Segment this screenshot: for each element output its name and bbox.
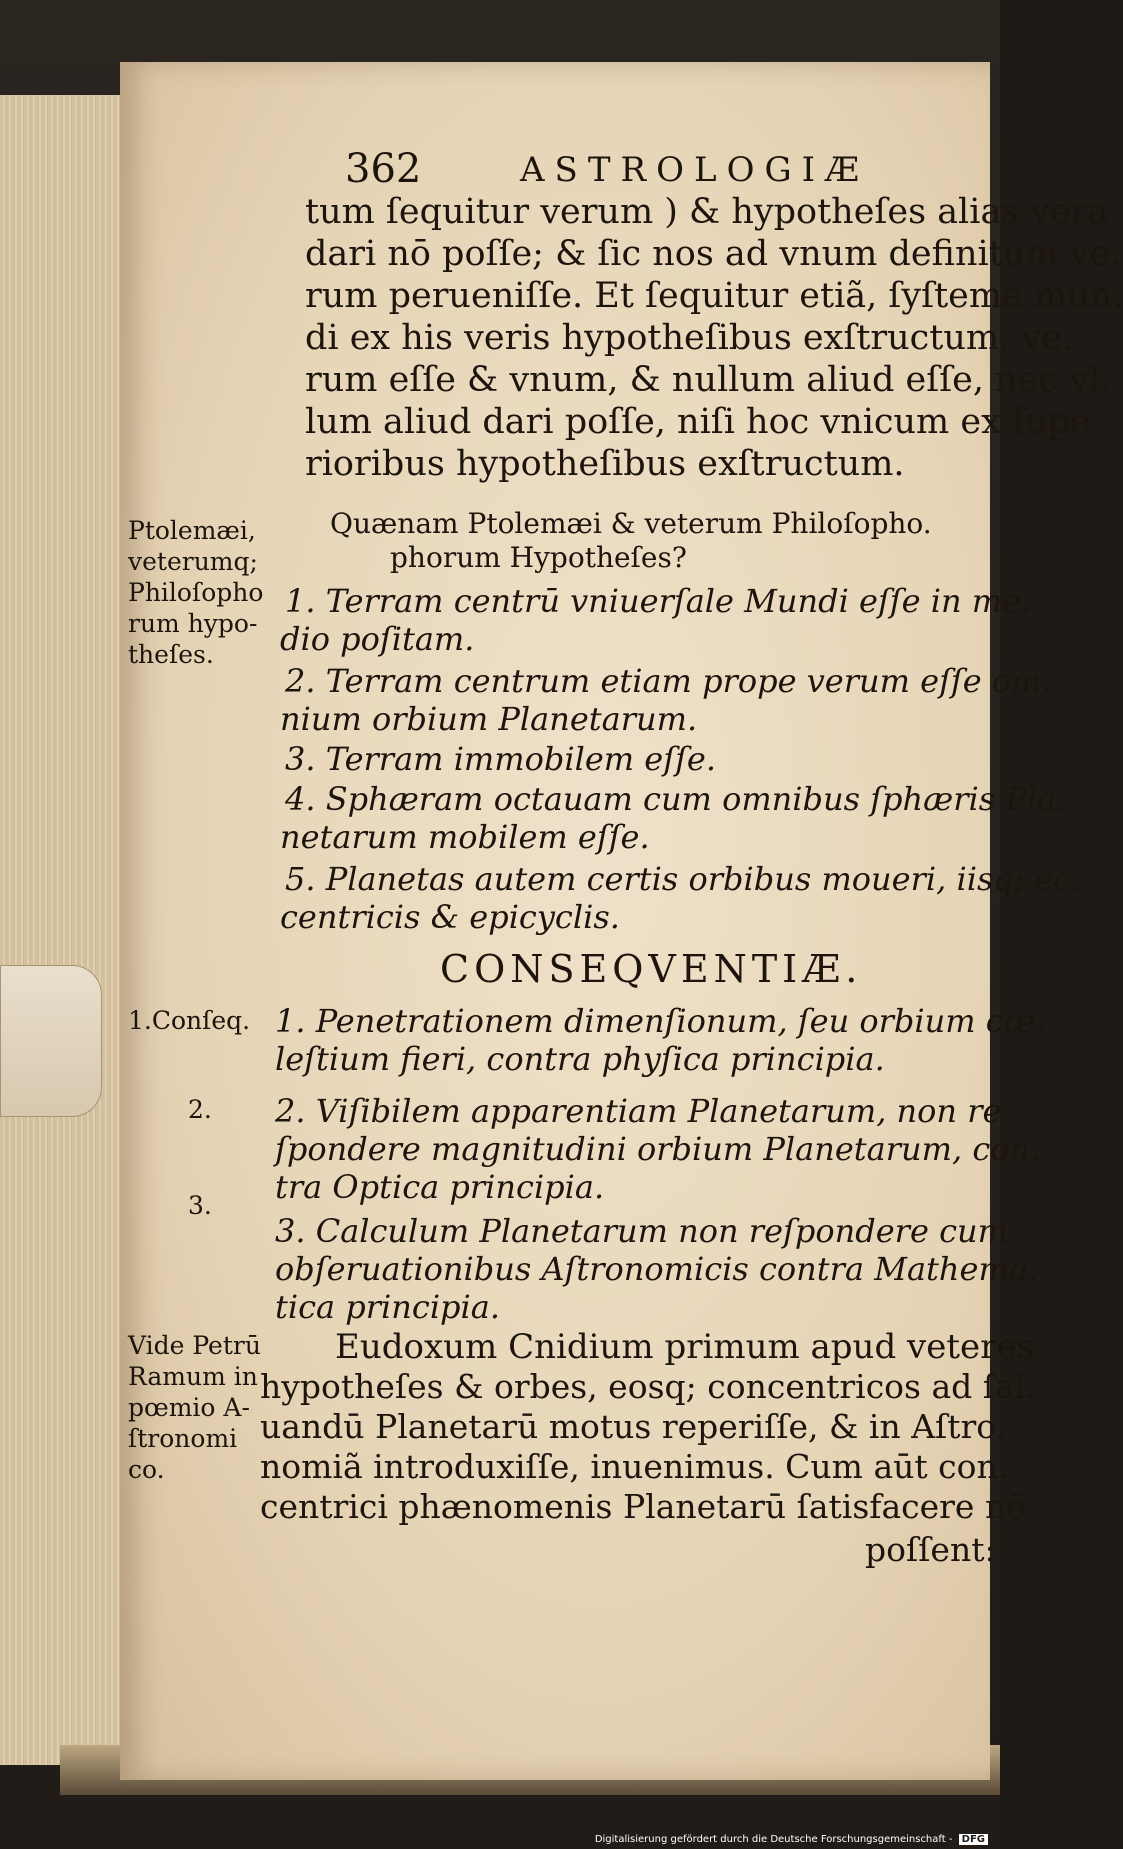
margin-note-conseq-3: 3. — [188, 1191, 212, 1220]
consequentia-line-2: leſtium fieri, contra phyſica principia. — [275, 1040, 885, 1078]
consequentia-line-7: obſeruationibus Aſtronomicis contra Mathema. — [275, 1250, 1039, 1288]
final-line-2: hypotheſes & orbes, eosq; concentricos ad ſal. — [260, 1367, 1036, 1406]
top-line-3: rum perueniſſe. Et ſequitur etiã, ſyſtema mun. — [305, 276, 1123, 316]
top-line-4: di ex his veris hypotheſibus exſtructum, ve. — [305, 318, 1073, 358]
top-line-6: lum aliud dari poſſe, niſi hoc vnicum ex ſupe. — [305, 402, 1102, 442]
dfg-logo: DFG — [959, 1834, 988, 1845]
top-line-5: rum eſſe & vnum, & nullum aliud eſſe, nec vl. — [305, 360, 1112, 400]
hypothesis-line-8: 5. Planetas autem certis orbibus moueri, iisq; ec. — [285, 860, 1082, 898]
book-page — [120, 62, 1123, 1780]
margin-note-vide: Vide Petrū Ramum in pœmio A- ſtronomi co. — [128, 1331, 261, 1484]
hypothesis-line-3: 2. Terram centrum etiam prope verum eſſe om. — [285, 662, 1052, 700]
hypothesis-line-2: dio poſitam. — [280, 620, 475, 658]
final-line-6: poſſent: — [865, 1530, 996, 1569]
hypothesis-line-6: 4. Sphæram octauam cum omnibus ſphæris Pla. — [285, 780, 1067, 818]
running-head: ASTROLOGIÆ — [520, 150, 870, 190]
consequentia-line-1: 1. Penetrationem dimenſionum, ſeu orbium cœ. — [275, 1002, 1046, 1040]
question-line-1: Quænam Ptolemæi & veterum Philoſopho. — [330, 507, 932, 540]
hypothesis-line-7: netarum mobilem eſſe. — [280, 818, 650, 856]
margin-note-conseq-1: 1.Conſeq. — [128, 1006, 251, 1035]
margin-note-ptolemaei: Ptolemæi, veterumq; Philoſopho rum hypo- theſes. — [128, 516, 264, 669]
book-fore-edge — [0, 95, 128, 1765]
hypothesis-line-5: 3. Terram immobilem eſſe. — [285, 740, 717, 778]
consequentia-line-8: tica principia. — [275, 1288, 501, 1326]
top-line-7: rioribus hypotheſibus exſtructum. — [305, 444, 905, 484]
consequentia-line-5: tra Optica principia. — [275, 1168, 605, 1206]
consequentia-line-4: ſpondere magnitudini orbium Planetarum, con. — [275, 1130, 1041, 1168]
top-line-1: tum ſequitur verum ) & hypotheſes alias vera — [305, 192, 1109, 232]
book-clasp-tab — [0, 965, 102, 1117]
consequentiae-heading: CONSEQVENTIÆ. — [440, 947, 863, 991]
final-line-4: nomiã introduxiſſe, inuenimus. Cum aūt con. — [260, 1447, 1009, 1486]
margin-note-conseq-2: 2. — [188, 1095, 212, 1124]
page-number: 362 — [345, 146, 422, 192]
hypothesis-line-1: 1. Terram centrū vniuerſale Mundi eſſe in me. — [285, 582, 1032, 620]
consequentia-line-3: 2. Viſibilem apparentiam Planetarum, non re. — [275, 1092, 1012, 1130]
consequentia-line-6: 3. Calculum Planetarum non reſpondere cum — [275, 1212, 1008, 1250]
top-line-2: dari nō poſſe; & ſic nos ad vnum definitum ve. — [305, 234, 1122, 274]
final-line-5: centrici phænomenis Planetarū ſatisfacere nō — [260, 1487, 1027, 1526]
digitization-credit: Digitalisierung gefördert durch die Deutsche Forschungsgemeinschaft - DFG — [595, 1834, 988, 1845]
final-line-1: Eudoxum Cnidium primum apud veteres — [335, 1327, 1034, 1367]
final-line-3: uandū Planetarū motus reperiſſe, & in Aſtro. — [260, 1407, 1007, 1446]
question-line-2: phorum Hypotheſes? — [390, 541, 687, 574]
hypothesis-line-4: nium orbium Planetarum. — [280, 700, 698, 738]
hypothesis-line-9: centricis & epicyclis. — [280, 898, 620, 936]
